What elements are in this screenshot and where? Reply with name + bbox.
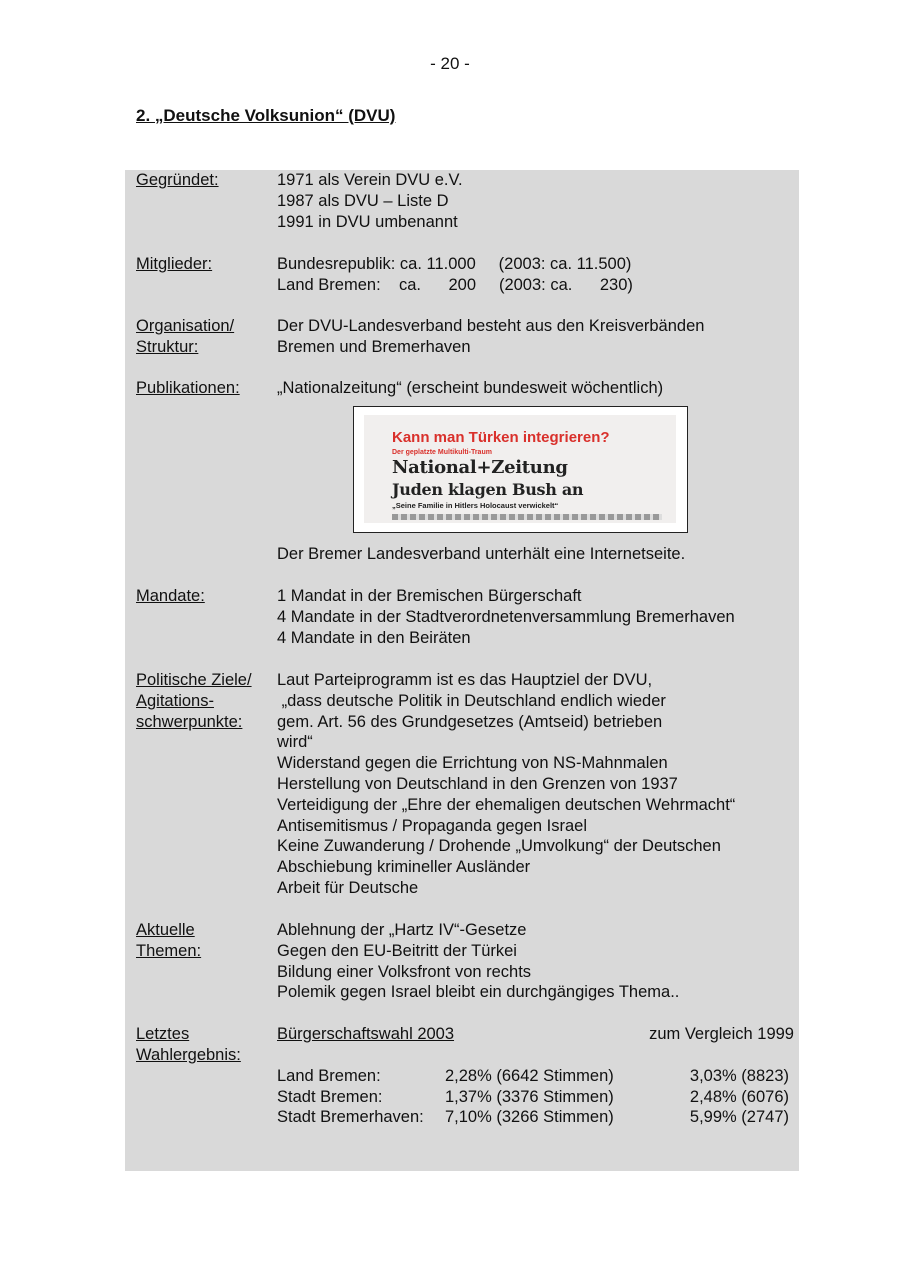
- result-area: Stadt Bremerhaven:: [277, 1108, 424, 1127]
- text-line: gem. Art. 56 des Grundgesetzes (Amtseid) betrieben: [277, 712, 663, 731]
- result-2003: 2,28% (6642 Stimmen): [445, 1066, 614, 1085]
- value-mitglieder: [277, 254, 797, 296]
- text-line: Der DVU-Landesverband besteht aus den Kreisverbänden: [277, 317, 705, 335]
- text-line: „Nationalzeitung“ (erscheint bundesweit wöchentlich): [277, 379, 664, 397]
- label-mitglieder: Mitglieder:: [136, 255, 213, 273]
- newspaper-clipping: [364, 415, 676, 523]
- value-internet: [277, 544, 797, 565]
- label-line: schwerpunkte:: [136, 712, 243, 731]
- text-line: Keine Zuwanderung / Drohende „Umvolkung“ der Deutschen: [277, 837, 721, 856]
- results-row: [277, 1107, 797, 1128]
- text-line: Herstellung von Deutschland in den Grenzen von 1937: [277, 774, 678, 793]
- value-wahlergebnis: [277, 1024, 797, 1128]
- text-line: 1991 in DVU umbenannt: [277, 212, 458, 231]
- text-line: Widerstand gegen die Errichtung von NS-Mahnmalen: [277, 754, 668, 773]
- value-publikationen: [277, 378, 797, 399]
- text-line: Laut Parteiprogramm ist es das Hauptziel der DVU,: [277, 671, 653, 689]
- newspaper-subline: Der geplatzte Multikulti-Traum: [392, 449, 492, 456]
- newspaper-quote: „Seine Familie in Hitlers Holocaust verwickelt“: [392, 501, 559, 510]
- value-ziele: [277, 670, 797, 899]
- value-themen: [277, 920, 797, 1003]
- label-organisation: [136, 316, 276, 358]
- info-table: [125, 170, 799, 1171]
- label-line: Letztes: [136, 1025, 190, 1043]
- label-gegruendet: Gegründet:: [136, 171, 219, 189]
- label-themen: [136, 920, 276, 962]
- text-line: Bremen und Bremerhaven: [277, 337, 471, 356]
- result-1999: 3,03% (8823): [689, 1066, 789, 1085]
- value-organisation: [277, 316, 797, 358]
- text-line: Polemik gegen Israel bleibt ein durchgängiges Thema..: [277, 983, 680, 1002]
- label-wahlergebnis: [136, 1024, 276, 1066]
- text-line: 4 Mandate in den Beiräten: [277, 628, 471, 647]
- label-ziele: [136, 670, 276, 732]
- results-row: [277, 1066, 797, 1087]
- newspaper-masthead: National+Zeitung: [392, 457, 568, 478]
- label-line: Organisation/: [136, 317, 235, 335]
- label-line: Aktuelle: [136, 921, 195, 939]
- text-line: wird“: [277, 733, 313, 752]
- section-title: 2. „Deutsche Volksunion“ (DVU): [136, 106, 396, 125]
- text-line: Land Bremen: ca. 200 (2003: ca. 230): [277, 275, 633, 294]
- results-table: [277, 1066, 797, 1128]
- text-line: Bundesrepublik: ca. 11.000 (2003: ca. 11.500): [277, 255, 632, 273]
- text-line: Bildung einer Volksfront von rechts: [277, 962, 532, 981]
- text-line: 1 Mandat in der Bremischen Bürgerschaft: [277, 587, 582, 605]
- page-number: - 20 -: [430, 54, 470, 73]
- text-line: Ablehnung der „Hartz IV“-Gesetze: [277, 921, 527, 939]
- text-line: „dass deutsche Politik in Deutschland endlich wieder: [277, 691, 666, 710]
- result-1999: 5,99% (2747): [689, 1108, 789, 1127]
- label-publikationen: Publikationen:: [136, 379, 240, 397]
- label-line: Wahlergebnis:: [136, 1045, 241, 1064]
- text-line: Antisemitismus / Propaganda gegen Israel: [277, 816, 588, 835]
- label-line: Agitations-: [136, 691, 214, 710]
- text-line: Gegen den EU-Beitritt der Türkei: [277, 941, 517, 960]
- value-gegruendet: [277, 170, 797, 232]
- result-area: Stadt Bremen:: [277, 1087, 383, 1106]
- value-mandate: [277, 586, 797, 648]
- text-line: 1971 als Verein DVU e.V.: [277, 171, 463, 189]
- text-line: Abschiebung krimineller Ausländer: [277, 858, 531, 877]
- result-2003: 1,37% (3376 Stimmen): [445, 1087, 614, 1106]
- label-mandate: Mandate:: [136, 587, 205, 605]
- newspaper-headline: Kann man Türken integrieren?: [392, 429, 610, 446]
- text-line: 4 Mandate in der Stadtverordnetenversammlung Bremerhaven: [277, 607, 735, 626]
- text-line: Der Bremer Landesverband unterhält eine Internetseite.: [277, 545, 686, 563]
- label-line: Politische Ziele/: [136, 671, 252, 689]
- heading-2003: Bürgerschaftswahl 2003: [277, 1025, 455, 1043]
- result-2003: 7,10% (3266 Stimmen): [445, 1108, 614, 1127]
- heading-1999: zum Vergleich 1999: [649, 1025, 794, 1043]
- text-line: Verteidigung der „Ehre der ehemaligen deutschen Wehrmacht“: [277, 795, 736, 814]
- label-line: Themen:: [136, 941, 202, 960]
- results-heading: [277, 1024, 797, 1045]
- newspaper-main-headline: Juden klagen Bush an: [392, 480, 584, 499]
- text-line: Arbeit für Deutsche: [277, 878, 419, 897]
- result-1999: 2,48% (6076): [689, 1087, 789, 1106]
- result-area: Land Bremen:: [277, 1066, 381, 1085]
- results-row: [277, 1087, 797, 1108]
- label-line: Struktur:: [136, 337, 199, 356]
- newspaper-image: [353, 406, 688, 533]
- text-line: 1987 als DVU – Liste D: [277, 191, 449, 210]
- newspaper-photo-strip: [392, 514, 662, 520]
